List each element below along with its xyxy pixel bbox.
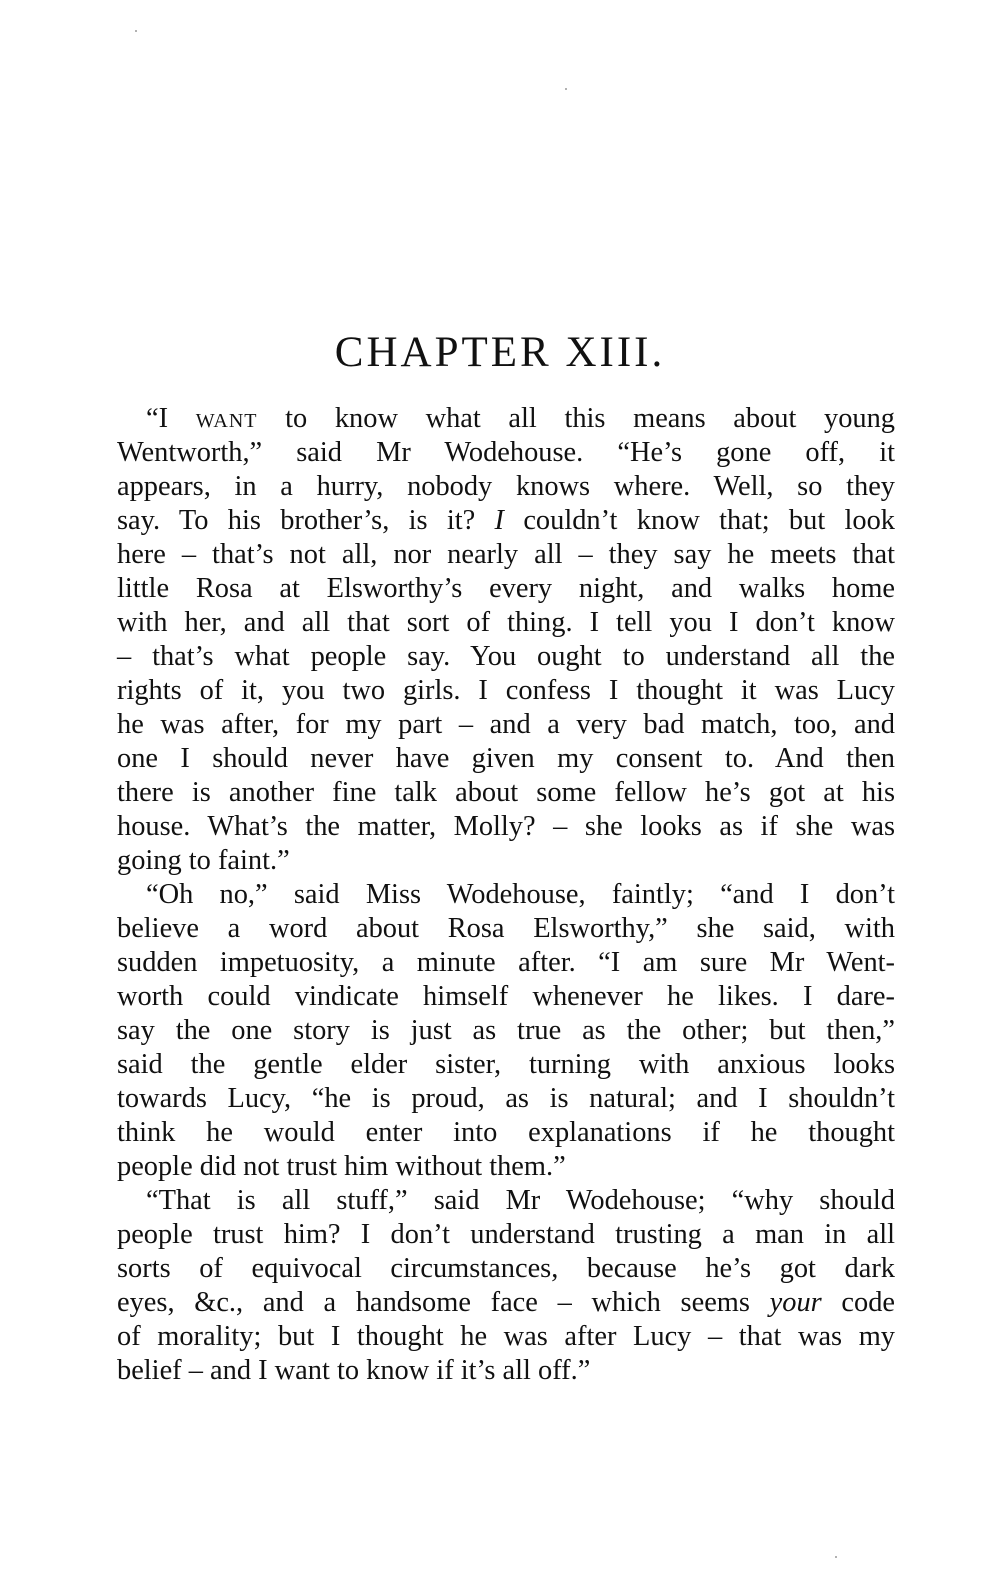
text-line: “That is all stuff,” said Mr Wodehouse; “why should [146, 1185, 895, 1216]
text-line: house. What’s the matter, Molly? – she looks as if she was [117, 811, 895, 842]
text-line: little Rosa at Elsworthy’s every night, and walks home [117, 573, 895, 604]
text-line: going to faint.” [117, 845, 290, 876]
text-line: here – that’s not all, nor nearly all – they say he meets that [117, 539, 895, 570]
text-line: towards Lucy, “he is proud, as is natural; and I shouldn’t [117, 1083, 895, 1114]
text-line: said the gentle elder sister, turning with anxious looks [117, 1049, 895, 1080]
text-line: “I want to know what all this means about young [146, 403, 896, 434]
text-line: worth could vindicate himself whenever he likes. I dare- [117, 981, 895, 1012]
text-line: think he would enter into explanations if he thought [117, 1117, 895, 1148]
text-line: people trust him? I don’t understand trusting a man in all [117, 1219, 895, 1250]
paragraph [117, 402, 895, 878]
text-line: Wentworth,” said Mr Wodehouse. “He’s gone off, it [117, 437, 895, 468]
text-line: of morality; but I thought he was after Lucy – that was my [117, 1321, 895, 1352]
text-line: there is another fine talk about some fellow he’s got at his [117, 777, 895, 808]
text-line: sudden impetuosity, a minute after. “I am sure Mr Went- [117, 947, 895, 978]
text-line: appears, in a hurry, nobody knows where. Well, so they [117, 471, 895, 502]
text-line: eyes, &c., and a handsome face – which seems your code [117, 1287, 895, 1318]
text-line: with her, and all that sort of thing. I tell you I don’t know [117, 607, 895, 638]
text-line: rights of it, you two girls. I confess I thought it was Lucy [117, 675, 895, 706]
text-line: say the one story is just as true as the other; but then,” [117, 1015, 895, 1046]
chapter-body [117, 402, 895, 1388]
text-line: “Oh no,” said Miss Wodehouse, faintly; “and I don’t [146, 879, 895, 910]
text-line: sorts of equivocal circumstances, because he’s got dark [117, 1253, 895, 1284]
chapter-title: CHAPTER XIII. [334, 329, 666, 376]
scan-speck [135, 30, 137, 32]
paragraph [117, 878, 895, 1184]
text-line: people did not trust him without them.” [117, 1151, 566, 1182]
scan-speck [565, 88, 567, 90]
paragraph [117, 1184, 895, 1388]
text-line: he was after, for my part – and a very bad match, too, and [117, 709, 895, 740]
text-line: – that’s what people say. You ought to understand all the [117, 641, 895, 672]
text-line: one I should never have given my consent to. And then [117, 743, 895, 774]
text-line: belief – and I want to know if it’s all off.” [117, 1355, 591, 1386]
text-line: believe a word about Rosa Elsworthy,” she said, with [117, 913, 895, 944]
scan-speck [835, 1556, 837, 1558]
text-line: say. To his brother’s, is it? I couldn’t know that; but look [117, 505, 895, 536]
